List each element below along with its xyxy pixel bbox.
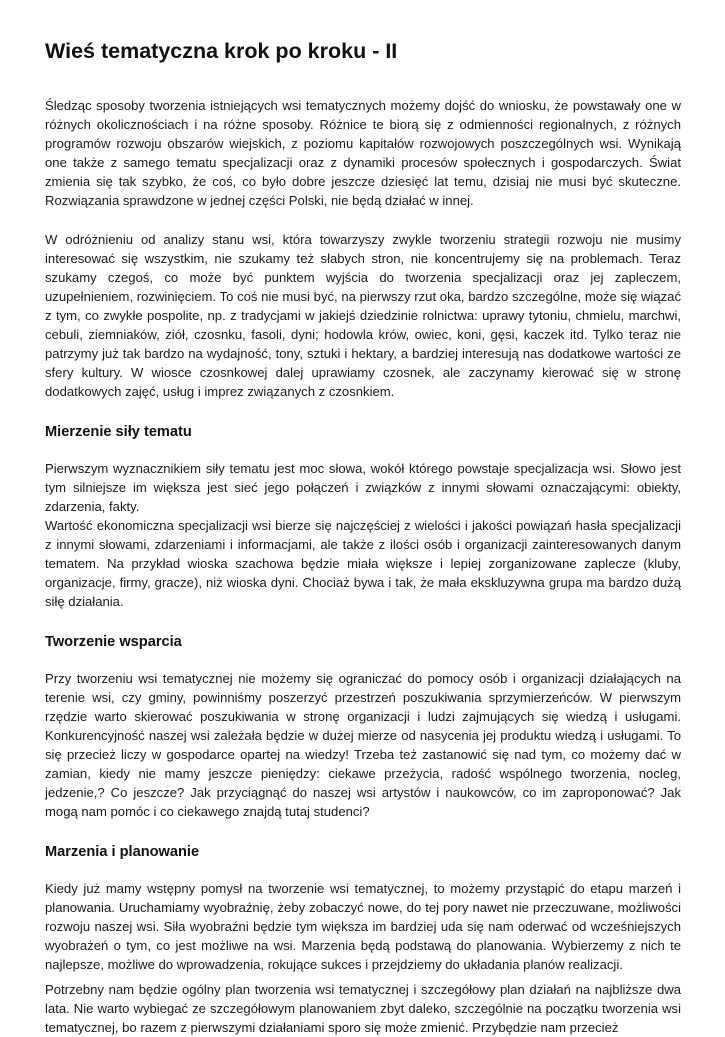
section-3-paragraph-1: Kiedy już mamy wstępny pomysł na tworzenie wsi tematycznej, to możemy przystąpić do etapu marzeń i planowania. Uruchamiamy wyobraźnię, żeby zobaczyć nowe, do tej pory nawet nie przeczuwane, możliwości rozwoju naszej wsi. Siła wyobraźni będzie tym większa im bardziej uda się nam oderwać od wcześniejszych wyobrażeń o tym, co jest możliwe na wsi. Marzenia będą podstawą do planowania. Wybierzemy z nich te najlepsze, możliwe do wprowadzenia, rokujące sukces i przejdziemy do układania planów realizacji. [45, 881, 681, 972]
page-title: Wieś tematyczna krok po kroku - II [45, 39, 398, 63]
intro-paragraph-2: W odróżnieniu od analizy stanu wsi, która towarzyszy zwykle tworzeniu strategii rozwoju nie musimy interesować się wszystkim, nie szukamy też słabych stron, nie koncentrujemy się na problemach. Teraz szukamy czegoś, co może być punktem wyjścia do tworzenia specjalizacji oraz jej zapleczem, uzupełnieniem, rozwinięciem. To coś nie musi być, na pierwszy rzut oka, bardzo szczególne, może się wiązać z tym, co zwykłe pospolite, np. z tradycjami w jakiejś dziedzinie rolnictwa: uprawy tytoniu, chmielu, marchwi, cebuli, ziemniaków, ziół, czosnku, fasoli, dyni; hodowla krów, owiec, koni, gęsi, kaczek itd. Tylko teraz nie patrzymy już tak bardzo na wydajność, tony, sztuki i hektary, a bardziej interesują nas dodatkowe wartości ze sfery kultury. W wiosce czosnkowej dalej uprawiamy czosnek, ale zaczynamy kierować się w stronę dodatkowych zajęć, usług i imprez związanych z czosnkiem. [45, 232, 681, 399]
section-1-paragraph-2: Wartość ekonomiczna specjalizacji wsi bierze się najczęściej z wielości i jakości powiązań hasła specjalizacji z innymi słowami, zdarzeniami i informacjami, ale także z ilości osób i organizacji zainteresowanych danym tematem. Na przykład wioska szachowa będzie miała większe i lepiej zorganizowane zaplecze (kluby, organizacje, firmy, gracze), niż wioska dyni. Chociaż bywa i tak, że mała ekskluzywna grupa ma bardzo dużą siłę działania. [45, 518, 681, 609]
section-heading-mierzenie: Mierzenie siły tematu [45, 424, 192, 440]
section-heading-tworzenie-wsparcia: Tworzenie wsparcia [45, 634, 182, 650]
document-page [45, 38, 681, 1037]
section-3-paragraph-2: Potrzebny nam będzie ogólny plan tworzenia wsi tematycznej i szczegółowy plan działań na najbliższe dwa lata. Nie warto wybiegać ze szczegółowym planowaniem zbyt daleko, szczególnie na początku tworzenia wsi tematycznej, bo razem z pierwszymi działaniami sporo się może zmienić. Przybędzie nam przecież [45, 982, 681, 1035]
section-2-paragraph-1: Przy tworzeniu wsi tematycznej nie możemy się ograniczać do pomocy osób i organizacji działających na terenie wsi, czy gminy, powinniśmy poszerzyć przestrzeń poszukiwania sprzymierzeńców. W pierwszym rzędzie warto skierować poszukiwania w stronę organizacji i ludzi zajmujących się wiedzą i usługami. Konkurencyjność naszej wsi zależała będzie w dużej mierze od nasycenia jej produktu wiedzą i usługami. To się przecież liczy w gospodarce opartej na wiedzy! Trzeba też zastanowić się nad tym, co możemy dać w zamian, kiedy nie mamy jeszcze pieniędzy: ciekawe przeżycia, radość wspólnego tworzenia, nocleg, jedzenie,? Co jeszcze? Jak przyciągnąć do naszej wsi artystów i naukowców, co im zaproponować? Jak mogą nam pomóc i co ciekawego znajdą tutaj studenci? [45, 671, 681, 819]
section-1-paragraph-1: Pierwszym wyznacznikiem siły tematu jest moc słowa, wokół którego powstaje specjalizacja wsi. Słowo jest tym silniejsze im większa jest sieć jego połączeń i związków z innymi słowami oznaczającymi: obiekty, zdarzenia, fakty. [45, 461, 681, 514]
section-heading-marzenia: Marzenia i planowanie [45, 844, 200, 860]
intro-paragraph-1: Śledząc sposoby tworzenia istniejących wsi tematycznych możemy dojść do wniosku, że powstawały one w różnych okolicznościach i na różne sposoby. Różnice te biorą się z odmienności regionalnych, z różnych programów rozwoju obszarów wiejskich, z poziomu kapitałów rozwojowych poszczególnych wsi. Wynikają one także z samego tematu specjalizacji oraz z dynamiki procesów społecznych i gospodarczych. Świat zmienia się tak szybko, że coś, co było dobre jeszcze dziesięć lat temu, dzisiaj nie musi być skuteczne. Rozwiązania sprawdzone w jednej części Polski, nie będą działać w innej. [45, 98, 681, 208]
